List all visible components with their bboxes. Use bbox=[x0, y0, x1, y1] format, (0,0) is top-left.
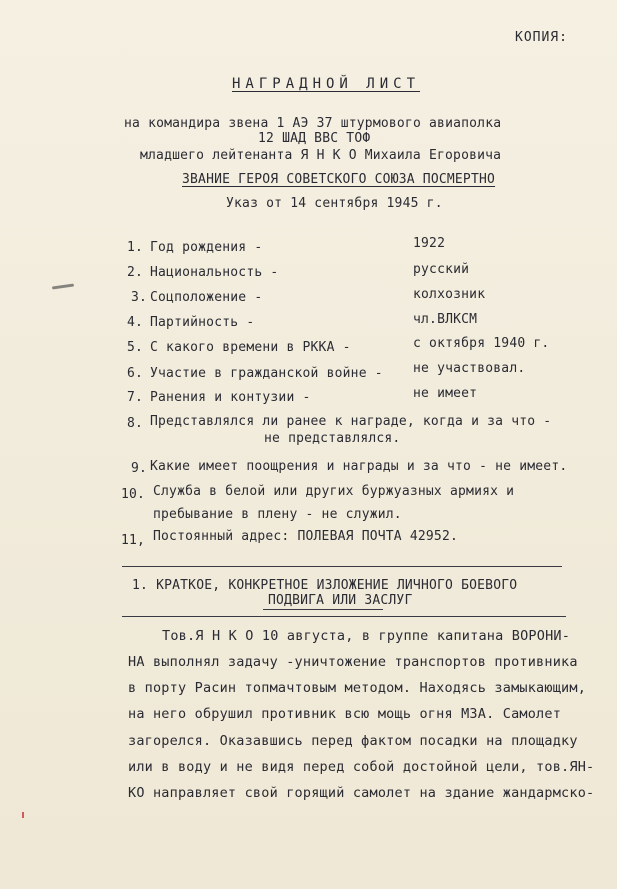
separator-line bbox=[122, 616, 566, 617]
narrative-line: загорелся. Оказавшись перед фактом посадки на площадку bbox=[128, 733, 578, 749]
item-label: Национальность - bbox=[150, 265, 279, 280]
item-number: 5. bbox=[127, 340, 144, 355]
ink-mark bbox=[52, 283, 74, 289]
narrative-line: НА выполнял задачу -уничтожение транспортов противника bbox=[128, 654, 578, 670]
item-label: Представлялся ли ранее к награде, когда и за что - bbox=[150, 414, 552, 429]
item-label: Ранения и контузии - bbox=[150, 390, 311, 405]
section-heading: 1. КРАТКОЕ, КОНКРЕТНОЕ ИЗЛОЖЕНИЕ ЛИЧНОГО БОЕВОГО bbox=[132, 578, 518, 593]
separator-line bbox=[122, 566, 562, 567]
item-value: не имеет bbox=[413, 386, 478, 401]
item-value: с октября 1940 г. bbox=[413, 336, 550, 351]
item-number: 10. bbox=[121, 487, 146, 502]
item-number: 3. bbox=[131, 290, 148, 305]
item-value: колхозник bbox=[413, 287, 486, 302]
edge-mark bbox=[22, 812, 24, 818]
recipient-name: младшего лейтенанта Я Н К О Михаила Егоровича bbox=[140, 148, 502, 163]
narrative-line: Тов.Я Н К О 10 августа, в группе капитана ВОРОНИ- bbox=[162, 628, 571, 644]
item-number: 11, bbox=[121, 533, 146, 548]
document-title: НАГРАДНОЙ ЛИСТ bbox=[232, 76, 421, 92]
item-value: русский bbox=[413, 262, 470, 277]
item-label: Соцположение - bbox=[150, 290, 263, 305]
heading-underline bbox=[263, 609, 383, 610]
item-number: 7. bbox=[127, 390, 144, 405]
item-value: 1922 bbox=[413, 236, 446, 251]
item-number: 9. bbox=[131, 461, 148, 476]
item-label: Партийность - bbox=[150, 315, 255, 330]
recipient-line-2: 12 ШАД ВВС ТОФ bbox=[258, 131, 371, 146]
item-label: Служба в белой или других буржуазных армиях и bbox=[153, 484, 515, 499]
item-label: пребывание в плену - не служил. bbox=[153, 507, 402, 522]
narrative-line: на него обрушил противник всю мощь огня МЗА. Самолет bbox=[128, 706, 562, 722]
item-number: 4. bbox=[127, 315, 144, 330]
narrative-line: в порту Расин топмачтовым методом. Находясь замыкающим, bbox=[128, 680, 587, 696]
section-subheading: ПОДВИГА ИЛИ ЗАСЛУГ bbox=[268, 593, 413, 608]
award-title: ЗВАНИЕ ГЕРОЯ СОВЕТСКОГО СОЮЗА ПОСМЕРТНО bbox=[182, 172, 496, 187]
item-label: Год рождения - bbox=[150, 240, 263, 255]
item-value: не представлялся. bbox=[264, 431, 401, 446]
item-value: чл.ВЛКСМ bbox=[413, 312, 478, 327]
item-label: Постоянный адрес: ПОЛЕВАЯ ПОЧТА 42952. bbox=[153, 529, 459, 544]
item-label: С какого времени в РККА - bbox=[150, 340, 351, 355]
decree-line: Указ от 14 сентября 1945 г. bbox=[226, 196, 443, 211]
narrative-line: КО направляет свой горящий самолет на здание жандармско- bbox=[128, 785, 595, 801]
item-value: не участвовал. bbox=[413, 361, 526, 376]
copy-mark: КОПИЯ: bbox=[515, 30, 568, 45]
item-number: 2. bbox=[127, 265, 144, 280]
item-number: 1. bbox=[127, 240, 144, 255]
recipient-line-1: на командира звена 1 АЭ 37 штурмового авиаполка bbox=[124, 116, 502, 131]
item-number: 8. bbox=[127, 416, 144, 431]
item-number: 6. bbox=[127, 366, 144, 381]
narrative-line: или в воду и не видя перед собой достойной цели, тов.ЯН- bbox=[128, 759, 595, 775]
item-label: Участие в гражданской войне - bbox=[150, 366, 383, 381]
item-label: Какие имеет поощрения и награды и за что - не имеет. bbox=[150, 459, 568, 474]
